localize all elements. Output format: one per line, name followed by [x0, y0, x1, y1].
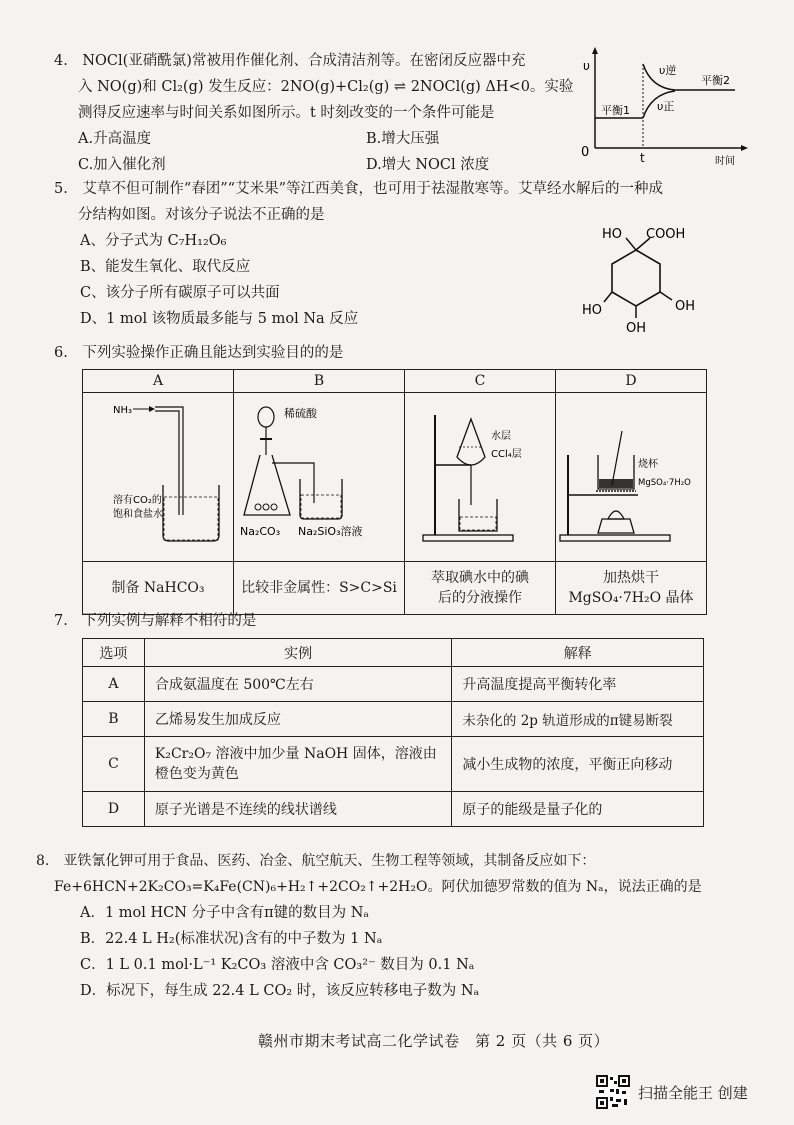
- solution-label-2: 饱和食盐水: [113, 509, 163, 520]
- q6-cell-c-diagram: [405, 393, 556, 562]
- bond-ho-left: [604, 292, 612, 302]
- nh3-label: NH₃: [113, 405, 133, 416]
- table-row: [83, 737, 704, 792]
- question-4: [54, 48, 574, 178]
- beaker: [300, 479, 342, 519]
- na2sio3-label: Na₂SiO₃溶液: [298, 525, 363, 538]
- apparatus-d-diagram: [556, 395, 706, 555]
- q6-caption-b: [234, 562, 405, 615]
- page-footer: 赣州市期末考试高二化学试卷 第 2 页（共 6 页）: [258, 1032, 610, 1050]
- funnel-bulb: [258, 407, 274, 427]
- q7-row-a-explanation: 升高温度提高平衡转化率: [452, 667, 704, 702]
- row-c-example-line-1: K₂Cr₂O₇ 溶液中加少量 NaOH 固体，溶液由: [154, 746, 437, 762]
- y-axis-label: υ: [583, 59, 590, 73]
- question-8: [36, 848, 776, 1004]
- caption-b-line-1: 比较非金属性：S>C>Si: [241, 580, 397, 596]
- solution-level: [164, 497, 218, 540]
- q5-option-b: B、能发生氧化、取代反应: [80, 259, 251, 275]
- caption-d-line-1: 加热烘干: [603, 570, 659, 586]
- q4-line-1: 4. NOCl(亚硝酰氯)常被用作催化剂、合成清洁剂等。在密闭反应器中充: [54, 53, 526, 69]
- q4-option-b: B.增大压强: [366, 131, 440, 147]
- q7-row-d-example: 原子光谱是不连续的线状谱线: [144, 792, 452, 827]
- origin-label: 0: [581, 145, 590, 160]
- caption-c-line-1: 萃取碘水中的碘: [431, 570, 529, 586]
- q6-caption-d: [556, 562, 707, 615]
- caption-d-line-2: MgSO₄·7H₂O 晶体: [568, 590, 694, 606]
- glass-rod: [612, 431, 622, 485]
- q4-option-c: C.加入催化剂: [78, 157, 166, 173]
- q7-row-d-option: D: [83, 792, 145, 827]
- q7-row-c-explanation: 减小生成物的浓度，平衡正向移动: [452, 737, 704, 792]
- water-layer-label: 水层: [491, 431, 511, 442]
- stand-base: [423, 535, 513, 541]
- rate-time-graph: [575, 44, 750, 166]
- v-reverse-label: υ逆: [659, 64, 677, 77]
- beaker: [163, 485, 219, 541]
- alcohol-lamp: [598, 519, 634, 533]
- table-row: [83, 667, 704, 702]
- flame: [608, 511, 624, 519]
- molecule-structure: [580, 228, 740, 340]
- caption-c-line-2: 后的分液操作: [438, 590, 522, 606]
- y-axis-arrow-icon: [592, 47, 598, 54]
- oh-bottom-label: OH: [626, 321, 647, 336]
- scanner-watermark: [596, 1074, 748, 1110]
- q6-header-b: B: [234, 370, 405, 393]
- q5-line-1: 5. 艾草不但可制作“春团”“艾米果”等江西美食，也可用于祛湿散寒等。艾草经水解后的一种成: [54, 181, 663, 197]
- q7-header-option: 选项: [83, 639, 145, 667]
- gas-arrow-icon: [149, 406, 155, 412]
- q7-row-a-option: A: [83, 667, 145, 702]
- q7-row-c-example: [144, 737, 452, 792]
- row-c-example-line-2: 橙色变为黄色: [154, 766, 239, 782]
- q6-header-a: A: [83, 370, 234, 393]
- q8-line-2: Fe+6HCN+2K₂CO₃=K₄Fe(CN)₆+H₂↑+2CO₂↑+2H₂O。阿伏加德罗常数的值为 Nₐ，说法正确的是: [54, 879, 702, 895]
- q6-header-d: D: [556, 370, 707, 393]
- solid-granule: [263, 504, 269, 510]
- q4-option-a: A.升高温度: [78, 131, 152, 147]
- beaker: [459, 499, 497, 531]
- solution-level: [460, 517, 496, 530]
- table-row: [83, 792, 704, 827]
- apparatus-c-diagram: [405, 395, 555, 555]
- solid-granule: [255, 504, 261, 510]
- q7-row-d-explanation: 原子的能级是量子化的: [452, 792, 704, 827]
- x-axis-label: 时间: [715, 156, 735, 166]
- t-label: t: [640, 151, 645, 165]
- q6-cell-a-diagram: [83, 393, 234, 562]
- stand-base: [560, 535, 670, 541]
- crystal-label: MgSO₄·7H₂O: [638, 478, 691, 488]
- q7-header-explanation: 解释: [452, 639, 704, 667]
- q7-table: [82, 638, 704, 827]
- separatory-funnel: [457, 419, 485, 465]
- x-axis-arrow-icon: [741, 145, 748, 151]
- solid-granule: [271, 504, 277, 510]
- q8-option-b: B．22.4 L H₂(标准状况)含有的中子数为 1 Nₐ: [80, 931, 383, 947]
- cyclohexane-ring: [612, 250, 660, 306]
- q7-header-example: 实例: [144, 639, 452, 667]
- q4-option-d: D.增大 NOCl 浓度: [366, 157, 490, 173]
- q6-cell-d-diagram: [556, 393, 707, 562]
- q6-caption-a: [83, 562, 234, 615]
- solution-label-1: 溶有CO₂的: [113, 495, 162, 506]
- bond-ho-top: [626, 238, 636, 250]
- q8-line-1: 8. 亚铁氰化钾可用于食品、医药、冶金、航空航天、生物工程等领域，其制备反应如下：: [36, 853, 596, 869]
- crystal-layer: [599, 479, 633, 488]
- na2co3-label: Na₂CO₃: [240, 525, 281, 538]
- q6-apparatus-table: [82, 369, 707, 615]
- bond-oh-right: [660, 292, 672, 300]
- q5-line-2: 分结构如图。对该分子说法不正确的是: [78, 207, 325, 223]
- q7-stem: 7. 下列实例与解释不相符的是: [54, 613, 257, 629]
- table-row: [83, 702, 704, 737]
- q8-option-c: C．1 L 0.1 mol·L⁻¹ K₂CO₃ 溶液中含 CO₃²⁻ 数目为 0.1 Nₐ: [80, 957, 475, 973]
- q5-option-d: D、1 mol 该物质最多能与 5 mol Na 反应: [80, 311, 359, 327]
- q7-row-c-option: C: [83, 737, 145, 792]
- q6-caption-c: [405, 562, 556, 615]
- q4-line-2: 入 NO(g)和 Cl₂(g) 发生反应：2NO(g)+Cl₂(g) ⇌ 2NOCl(g) ΔH<0。实验: [78, 79, 574, 95]
- apparatus-a-diagram: [83, 395, 233, 555]
- ho-left-label: HO: [582, 303, 603, 318]
- equilibrium-2-label: 平衡2: [701, 74, 730, 87]
- q7-row-b-explanation: 未杂化的 2p 轨道形成的π键易断裂: [452, 702, 704, 737]
- q5-option-c: C、该分子所有碳原子可以共面: [80, 285, 280, 301]
- ho-top-label: HO: [602, 228, 623, 242]
- dilute-acid-label: 稀硫酸: [284, 407, 317, 420]
- q4-line-3: 测得反应速率与时间关系如图所示。t 时刻改变的一个条件可能是: [78, 105, 495, 121]
- beaker-label: 烧杯: [638, 459, 658, 470]
- q5-option-a: A、分子式为 C₇H₁₂O₆: [80, 233, 227, 249]
- apparatus-b-diagram: [234, 395, 404, 555]
- v-forward-label: υ正: [657, 100, 675, 113]
- cooh-label: COOH: [646, 228, 686, 242]
- q8-option-a: A．1 mol HCN 分子中含有π键的数目为 Nₐ: [80, 905, 369, 921]
- q7-row-b-example: 乙烯易发生加成反应: [144, 702, 452, 737]
- q6-header-c: C: [405, 370, 556, 393]
- ccl4-layer-label: CCl₄层: [491, 449, 522, 460]
- oh-right-label: OH: [675, 299, 696, 314]
- conical-flask: [244, 455, 290, 515]
- qr-code-icon: [596, 1075, 630, 1109]
- connecting-tube: [272, 463, 314, 503]
- watermark-text: 扫描全能王 创建: [638, 1083, 748, 1102]
- q6-cell-b-diagram: [234, 393, 405, 562]
- q8-option-d: D．标况下，每生成 22.4 L CO₂ 时，该反应转移电子数为 Nₐ: [80, 983, 480, 999]
- solution-level: [301, 495, 341, 518]
- caption-a-line-1: 制备 NaHCO₃: [111, 580, 205, 596]
- q6-stem: 6. 下列实验操作正确且能达到实验目的的是: [54, 345, 344, 361]
- q7-row-b-option: B: [83, 702, 145, 737]
- q7-row-a-example: 合成氨温度在 500℃左右: [144, 667, 452, 702]
- equilibrium-1-label: 平衡1: [601, 104, 630, 117]
